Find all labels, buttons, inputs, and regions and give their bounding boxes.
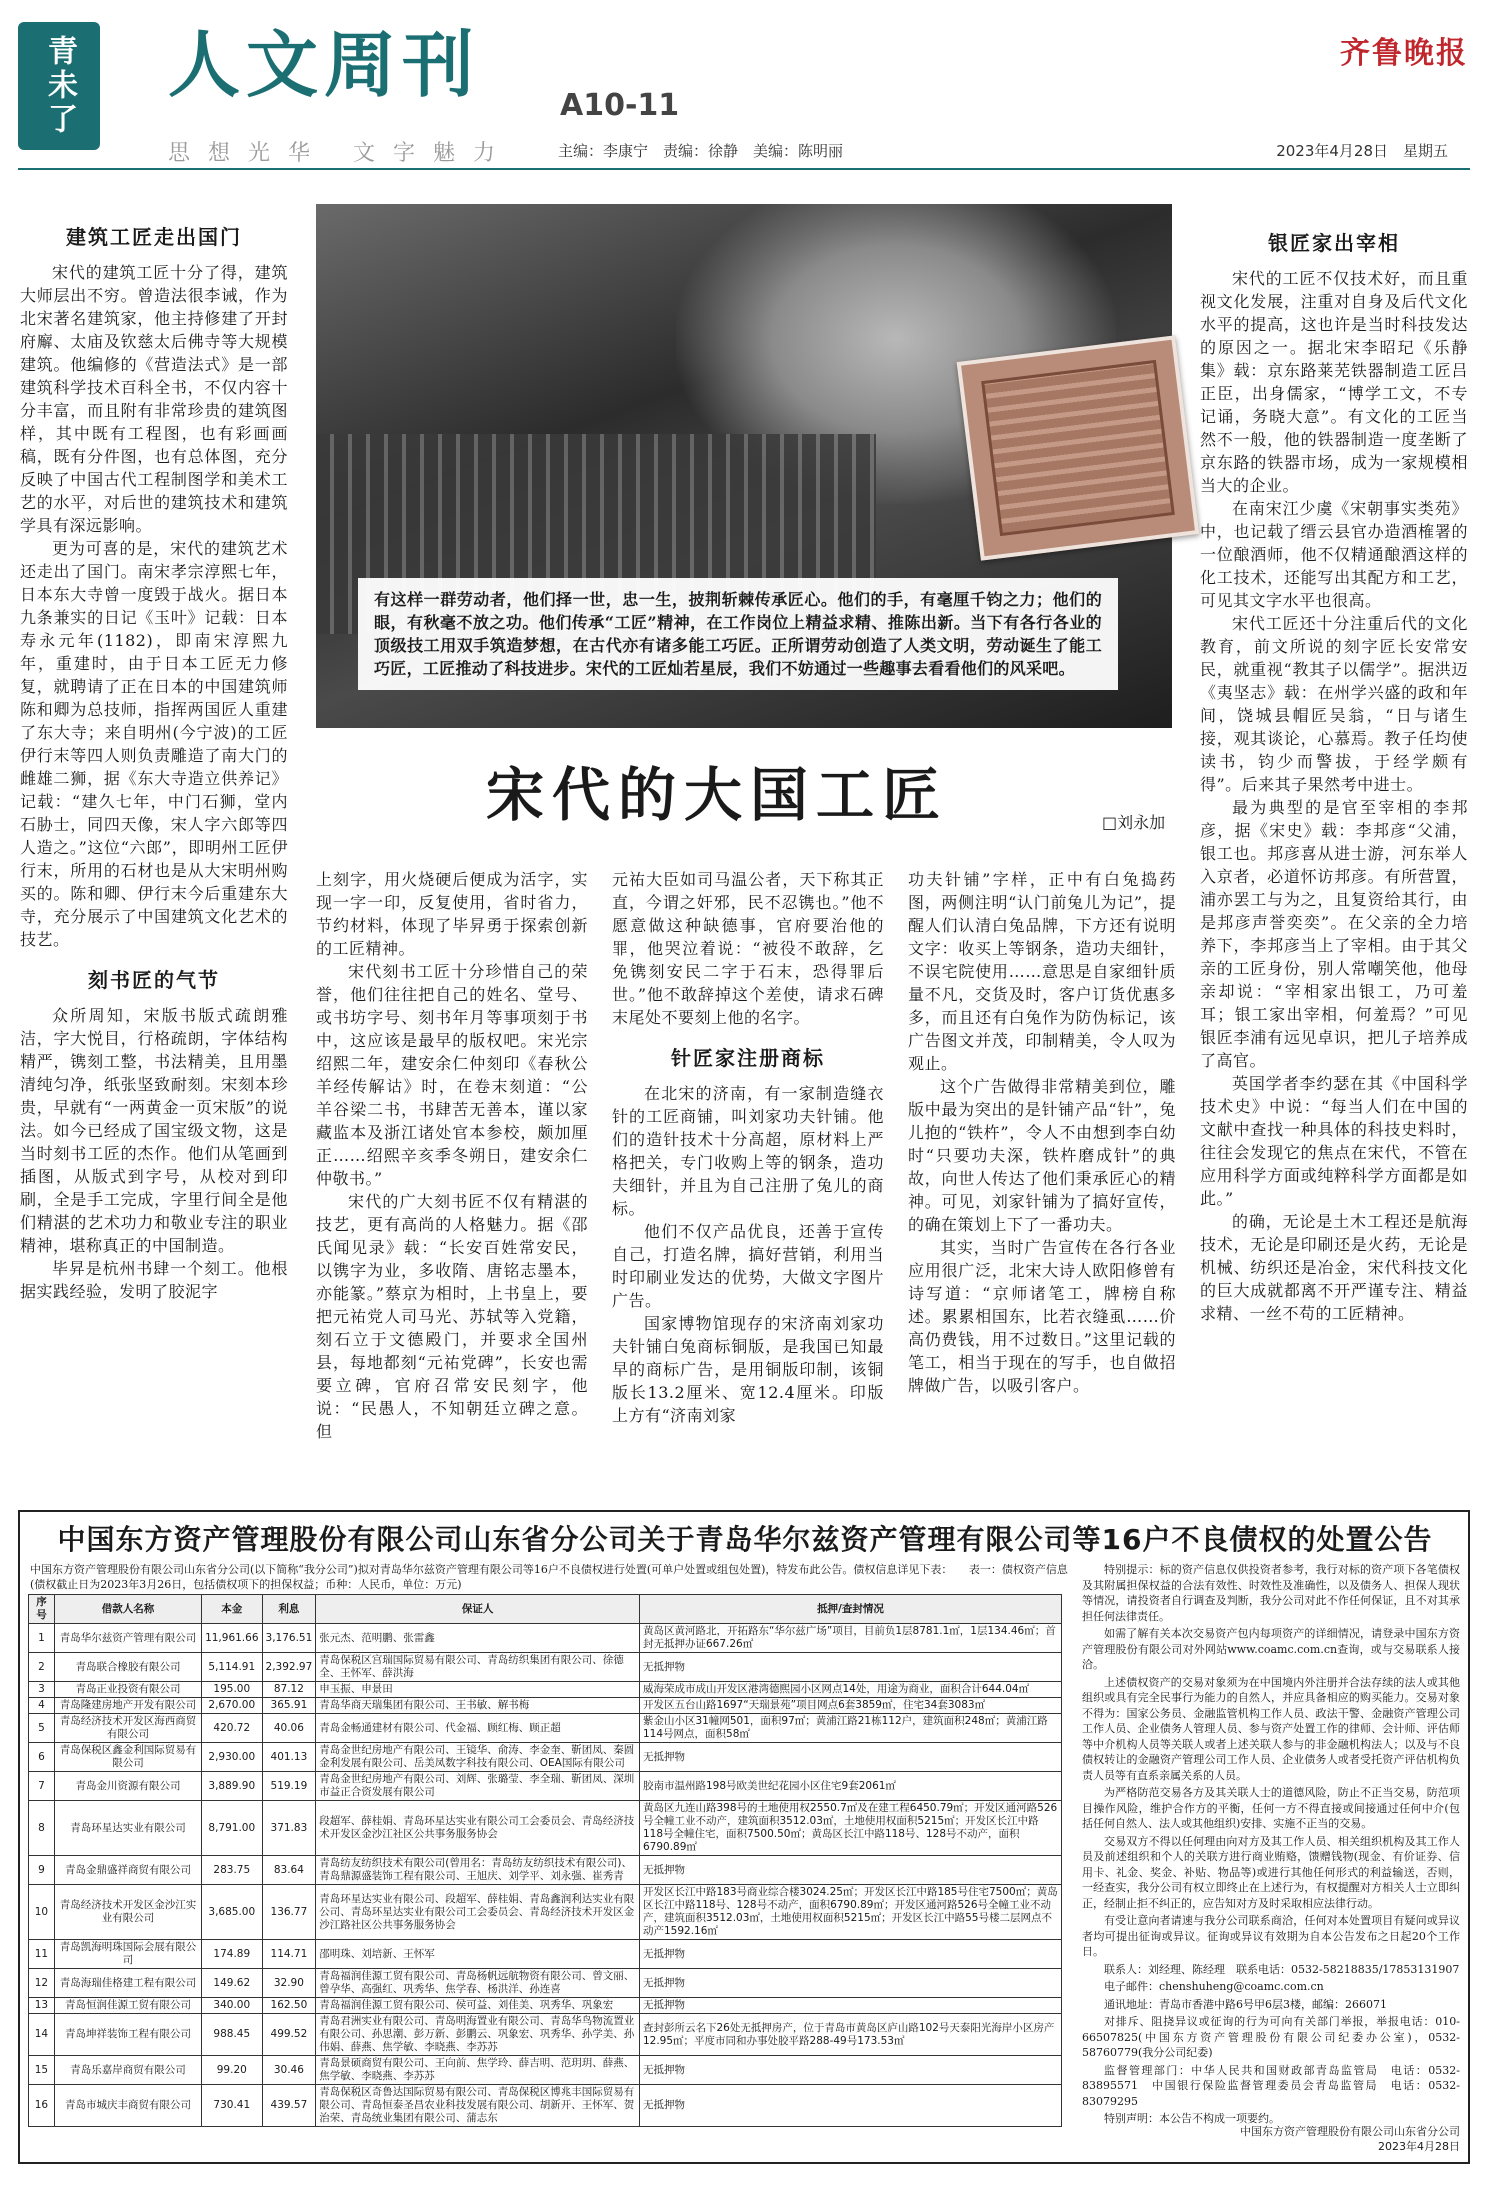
paragraph: 的确，无论是土木工程还是航海技术，无论是印刷还是火药，无论是机械、纺织还是冶金，宋代科技文化的巨大成就都离不开严谨专注、精益求精、一丝不苟的工匠精神。 bbox=[1200, 1212, 1468, 1323]
table-cell: 开发区长江中路183号商业综合楼3024.25㎡；开发区长江中路185号住宅7500㎡；黄岛区长江中路118号、128号不动产，面积6790.89㎡；开发区通河路526号全幢工业不动产，建筑面积3512.03㎡，土地使用权面积5215㎡；开发区长江中路55号楼二层网点不动产1592.16㎡ bbox=[639, 1885, 1061, 1940]
table-cell: 青岛金世纪房地产有限公司、王镜华、俞涛、李金奎、靳团凤、秦圆金利发展有限公司、岳美凤数字科技有限公司、OEA国际有限公司 bbox=[316, 1743, 640, 1772]
table-row bbox=[29, 1624, 1062, 1653]
notice-term-paragraph: 特别声明：本公告不构成一项要约。 bbox=[1104, 2112, 1280, 2125]
table-cell: 青岛保税区奇鲁达国际贸易有限公司、青岛保税区博兆丰国际贸易有限公司、青岛恒泰圣昌农业科技发展有限公司、胡新开、王怀军、贺治荣、青岛统业集团有限公司、蒲志东 bbox=[316, 2085, 640, 2127]
notice-term-paragraph: 交易双方不得以任何理由向对方及其工作人员、相关组织机构及其工作人员及前述组织和个人的关联方进行商业贿赂，馈赠钱物(现金、有价证券、信用卡、礼金、奖金、补贴、物品等)或进行其他任何形式的利益输送，否则，一经查实，我分公司有权立即终止在上述行为，有权提醒对方相关人士立即纠正，经制止拒不纠正的，应告知对方及时采取相应法律行动。 bbox=[1082, 1834, 1460, 1910]
table-cell: 11,961.66 bbox=[202, 1624, 262, 1653]
table-cell: 申玉振、申景田 bbox=[316, 1682, 640, 1698]
table-row bbox=[29, 1743, 1062, 1772]
table-cell: 149.62 bbox=[202, 1969, 262, 1998]
table-cell: 青岛保税区宫瑞国际贸易有限公司、青岛纺织集团有限公司、徐德全、王怀军、薛洪海 bbox=[316, 1653, 640, 1682]
notice-term-paragraph: 如需了解有关本次交易资产包内每项资产的详细情况，请登录中国东方资产管理股份有限公司对外网站www.coamc.com.cn查询，或与交易联系人接洽。 bbox=[1082, 1627, 1460, 1671]
dateline: 2023年4月28日 星期五 bbox=[1276, 142, 1448, 160]
table-cell: 87.12 bbox=[262, 1682, 316, 1698]
table-cell: 3,176.51 bbox=[262, 1624, 316, 1653]
table-cell: 青岛市城庆丰商贸有限公司 bbox=[54, 2085, 201, 2127]
table-cell: 5,114.91 bbox=[202, 1653, 262, 1682]
table-cell: 青岛经济技术开发区金沙江实业有限公司 bbox=[54, 1885, 201, 1940]
table-cell: 无抵押物 bbox=[639, 1969, 1061, 1998]
notice-term-paragraph: 对排斥、阻挠异议或征询的行为可向有关部门举报，举报电话：010-66507825(中国东方资产管理股份有限公司纪委办公室)，0532-58760779(我分公司纪委) bbox=[1082, 2015, 1460, 2059]
paragraph: 众所周知，宋版书版式疏朗雅洁，字大悦目，行格疏朗，字体结构精严，镌刻工整，书法精美，且用墨清纯匀净，纸张坚致耐刻。宋刻本珍贵，早就有“一两黄金一页宋版”的说法。如今已经成了国宝级文物，这是当时刻书工匠的杰作。他们从笔画到插图，从版式到字号，从校对到印刷，全是手工完成，字里行间全是他们精湛的艺术功力和敬业专注的职业精神，堪称真正的中国制造。 bbox=[20, 1006, 288, 1255]
editor-credits: 主编：李康宁 责编：徐静 美编：陈明丽 bbox=[558, 142, 844, 160]
notice-term-paragraph: 为严格防范交易各方及其关联人士的道德风险，防止不正当交易，防范项目操作风险，维护合作方的平衡，任何一方不得直接或间接通过任何中介(包括任何自然人、法人或其他组织)安排、实施不正当的交易。 bbox=[1082, 1786, 1460, 1830]
paragraph: 英国学者李约瑟在其《中国科学技术史》中说：“每当人们在中国的文献中查找一种具体的科技史料时，往往会发现它的焦点在宋代，不管在应用科学方面或纯粹科学方面都是如此。” bbox=[1200, 1074, 1468, 1208]
masthead-rule bbox=[18, 168, 1470, 170]
table-cell: 16 bbox=[29, 2085, 55, 2127]
paragraph: 最为典型的是官至宰相的李邦彦，据《宋史》载：李邦彦“父浦，银工也。邦彦喜从进士游，河东举人入京者，必道怀访邦彦。有所营置，浦亦罢工与为之，且复资给其行，由是邦彦声誉奕奕”。在父亲的全力培养下，李邦彦当上了宰相。由于其父亲的工匠身份，别人常嘲笑他，他母亲却说：“宰相家出银工，乃可羞耳；银工家出宰相，何羞焉？”可见银匠李浦有远见卓识，把儿子培养成了高官。 bbox=[1200, 798, 1468, 1070]
table-cell: 2 bbox=[29, 1653, 55, 1682]
paragraph: 国家博物馆现存的宋济南刘家功夫针铺白兔商标铜版，是我国已知最早的商标广告，是用铜版印制，该铜版长13.2厘米、宽12.4厘米。印版上方有“济南刘家 bbox=[612, 1314, 884, 1425]
table-cell: 8 bbox=[29, 1801, 55, 1856]
notice-term-paragraph: 上述债权资产的交易对象须为在中国境内外注册并合法存续的法人或其他组织或具有完全民事行为能力的自然人，并应具备相应的购买能力。交易对象不得为：国家公务员、金融监管机构工作人员、政法干警、金融资产管理公司工作人员、企业债务人管理人员、参与资产处置工作的律师、会计师、评估师等中介机构人员等关联人或者上述关联人参与的非金融机构法人；以及与不良债权转让的金融资产管理公司工作人员、企业债务人或者受托资产评估机构负责人员等有直系亲属关系的人员。 bbox=[1082, 1675, 1460, 1782]
table-cell: 3,685.00 bbox=[202, 1885, 262, 1940]
table-row bbox=[29, 1682, 1062, 1698]
article-column-3 bbox=[612, 868, 884, 1427]
article-author: □刘永加 bbox=[1102, 813, 1166, 832]
table-cell: 青岛金畅通建材有限公司、代金福、顾红梅、顾正超 bbox=[316, 1714, 640, 1743]
table-cell: 紫金山小区31幢网501，面积97㎡；黄浦江路21栋112户，建筑面积248㎡；黄浦江路114号网点，面积58㎡ bbox=[639, 1714, 1061, 1743]
table-row bbox=[29, 1772, 1062, 1801]
paragraph: 宋代的建筑工匠十分了得，建筑大师层出不穷。曾造法很李诫，作为北宋著名建筑家，他主持修建了开封府廨、太庙及钦慈太后佛寺等大规模建筑。他编修的《营造法式》是一部建筑科学技术百科全书，不仅内容十分丰富，而且附有非常珍贵的建筑图样，其中既有工程图，也有彩画画稿，既有分件图，也有总体图，充分反映了中国古代工程制图学和美术工艺的水平，对后世的建筑技术和建筑学具有深远影响。 bbox=[20, 263, 288, 535]
table-cell: 162.50 bbox=[262, 1998, 316, 2014]
table-cell: 无抵押物 bbox=[639, 1856, 1061, 1885]
table-cell: 499.52 bbox=[262, 2014, 316, 2056]
table-cell: 283.75 bbox=[202, 1856, 262, 1885]
table-cell: 30.46 bbox=[262, 2056, 316, 2085]
table-cell: 2,930.00 bbox=[202, 1743, 262, 1772]
table-cell: 青岛隆建房地产开发有限公司 bbox=[54, 1698, 201, 1714]
paragraph: 宋代刻书工匠十分珍惜自己的荣誉，他们往往把自己的姓名、堂号、或书坊字号、刻书年月等事项刻于书中，这应该是最早的版权吧。宋光宗绍熙二年，建安余仁仲刻印《春秋公羊经传解诂》时，在卷末刻道：“公羊谷梁二书，书肆苦无善本，谨以家藏监本及浙江诸处官本参校，颇加厘正……绍熙辛亥季冬朔日，建安余仁仲敬书。” bbox=[316, 962, 588, 1188]
table-cell: 519.19 bbox=[262, 1772, 316, 1801]
slogan: 思想光华 文字魅力 bbox=[168, 141, 513, 166]
article-title: 宋代的大国工匠 bbox=[486, 761, 949, 829]
paragraph: 宋代工匠还十分注重后代的文化教育，前文所说的刻字匠长安常安民，就重视“教其子以儒学”。据洪迈《夷坚志》载：在州学兴盛的政和年间，饶城县帽匠吴翁，“日与诸生接，观其谈论，心慕焉。教子任均使读书，钧少而警拔，于经学颇有得”。后来其子果然考中进士。 bbox=[1200, 614, 1468, 794]
table-cell: 青岛海瑞佳格建工程有限公司 bbox=[54, 1969, 201, 1998]
page-code: A10-11 bbox=[560, 88, 680, 123]
table-cell: 无抵押物 bbox=[639, 1940, 1061, 1969]
table-cell: 青岛金鼎盛祥商贸有限公司 bbox=[54, 1856, 201, 1885]
table-row bbox=[29, 1885, 1062, 1940]
newspaper-name: 齐鲁晚报 bbox=[1340, 36, 1468, 71]
notice-term-paragraph: 联系人：刘经理、陈经理 联系电话：0532-58218835/17853131907 bbox=[1104, 1962, 1460, 1976]
table-cell: 青岛恒润佳源工贸有限公司 bbox=[54, 1998, 201, 2014]
paragraph: 上刻字，用火烧硬后便成为活字，实现一字一印，反复使用，省时省力，节约材料，体现了毕昇勇于探索创新的工匠精神。 bbox=[316, 870, 588, 958]
paragraph: 这个广告做得非常精美到位，雕版中最为突出的是针铺产品“针”，兔儿抱的“铁杵”，令人不由想到李白幼时“只要功夫深，铁杵磨成针”的典故，向世人传达了他们秉承匠心的精神。可见，刘家针铺为了搞好宣传，的确在策划上下了一番功夫。 bbox=[908, 1077, 1176, 1234]
table-cell: 青岛保税区鑫金利国际贸易有限公司 bbox=[54, 1743, 201, 1772]
subheading-engravers: 刻书匠的气节 bbox=[88, 968, 220, 992]
notice-term-paragraph: 通讯地址：青岛市香港中路6号甲6层3楼，邮编：266071 bbox=[1104, 1997, 1387, 2011]
table-cell: 5 bbox=[29, 1714, 55, 1743]
table-cell: 1 bbox=[29, 1624, 55, 1653]
paragraph: 宋代的工匠不仅技术好，而且重视文化发展，注重对自身及后代文化水平的提高，这也许是当时科技发达的原因之一。据北宋李昭玘《乐静集》载：京东路莱芜铁器制造工匠吕正臣，出身儒家，“博学工文，不专记诵，务晓大意”。有文化的工匠当然不一般，他的铁器制造一度垄断了京东路的铁器市场，成为一家规模相当大的企业。 bbox=[1200, 269, 1468, 495]
table-cell: 青岛环星达实业有限公司、段超军、薛桂娟、青岛鑫润利达实业有限公司、青岛环星达实业有限公司工会委员会、青岛经济技术开发区金沙江路社区公共事务服务协会 bbox=[316, 1885, 640, 1940]
table-cell: 青岛凯海明珠国际会展有限公司 bbox=[54, 1940, 201, 1969]
photo-caption: 有这样一群劳动者，他们择一世，忠一生，披荆斩棘传承匠心。他们的手，有毫厘千钧之力；他们的眼，有秋毫不放之功。他们传承“工匠”精神，在工作岗位上精益求精、推陈出新。当下有各行各业的顶级技工用双手筑造梦想，在古代亦有诸多能工巧匠。正所谓劳动创造了人类文明，劳动诞生了能工巧匠，工匠推动了科技进步。宋代的工匠灿若星辰，我们不妨通过一些趣事去看看他们的风采吧。 bbox=[358, 578, 1118, 690]
table-row bbox=[29, 1714, 1062, 1743]
paragraph: 他们不仅产品优良，还善于宣传自己，打造名牌，搞好营销，利用当时印刷业发达的优势，大做文字图片广告。 bbox=[612, 1222, 884, 1310]
paragraph: 宋代的广大刻书匠不仅有精湛的技艺，更有高尚的人格魅力。据《邵氏闻见录》载：“长安百姓常安民，以镌字为业，多收隋、唐铭志墨本，亦能篆。”蔡京为相时，上书皇上，要把元祐党人司马光、苏轼等入党籍，刻石立于文德殿门，并要求全国州县，每地都刻“元祐党碑”，长安也需要立碑，官府召常安民刻字，他说：“民愚人，不知朝廷立碑之意。但 bbox=[316, 1192, 588, 1441]
table-cell: 6 bbox=[29, 1743, 55, 1772]
table-cell: 青岛金川资源有限公司 bbox=[54, 1772, 201, 1801]
table-column-header: 序号 bbox=[29, 1595, 55, 1624]
article-column-2 bbox=[316, 868, 588, 1443]
table-cell: 99.20 bbox=[202, 2056, 262, 2085]
notice-term-paragraph: 有受让意向者请速与我分公司联系商洽，任何对本处置项目有疑问或异议者均可提出征询或异议。征询或异议有效期为自本公告发布之日起20个工作日。 bbox=[1082, 1914, 1460, 1958]
table-cell: 查封彭所云名下26处无抵押房产，位于青岛市黄岛区庐山路102号天泰阳光海岸小区房产12.95㎡；平度市同和办事处胶平路288-49号173.53㎡ bbox=[639, 2014, 1061, 2056]
paragraph: 功夫针铺”字样，正中有白兔捣药图，两侧注明“认门前兔儿为记”，提醒人们认清白兔品牌，下方还有说明文字：收买上等钢条，造功夫细针，不误宅院使用……意思是自家细针质量不凡，交货及时，客户订货优惠多多，而且还有白兔作为防伪标记，该广告图文并茂，印制精美，令人叹为观止。 bbox=[908, 870, 1176, 1073]
table-cell: 32.90 bbox=[262, 1969, 316, 1998]
table-cell: 2,392.97 bbox=[262, 1653, 316, 1682]
table-cell: 9 bbox=[29, 1856, 55, 1885]
table-cell: 195.00 bbox=[202, 1682, 262, 1698]
rabbit-trademark-plate-image bbox=[957, 335, 1200, 560]
table-row bbox=[29, 1698, 1062, 1714]
table-column-header: 利息 bbox=[262, 1595, 316, 1624]
table-cell: 3 bbox=[29, 1682, 55, 1698]
table-cell: 401.13 bbox=[262, 1743, 316, 1772]
table-cell: 黄岛区九连山路398号的土地使用权2550.7㎡及在建工程6450.79㎡；开发区通河路526号全幢工业不动产，建筑面积3512.03㎡，土地使用权面积5215㎡；开发区长江中路118号全幢住宅，面积7500.50㎡；黄岛区长江中路118号、128号不动产，面积6790.89㎡ bbox=[639, 1801, 1061, 1856]
table-row bbox=[29, 1940, 1062, 1969]
table-cell: 无抵押物 bbox=[639, 1653, 1061, 1682]
table-cell: 张元杰、范明鹏、张雷鑫 bbox=[316, 1624, 640, 1653]
table-cell: 青岛福润佳源工贸有限公司、青岛杨帆远航物资有限公司、曾文丽、曾孕华、高强红、巩秀华、焦学春、杨洪洋、孙连喜 bbox=[316, 1969, 640, 1998]
notice-date: 2023年4月28日 bbox=[1378, 2140, 1460, 2153]
table-cell: 无抵押物 bbox=[639, 2056, 1061, 2085]
table-cell: 340.00 bbox=[202, 1998, 262, 2014]
table-cell: 2,670.00 bbox=[202, 1698, 262, 1714]
table-cell: 3,889.90 bbox=[202, 1772, 262, 1801]
section-title: 人文周刊 bbox=[168, 22, 481, 107]
table-cell: 段超军、薛桂娟、青岛环星达实业有限公司工会委员会、青岛经济技术开发区金沙江社区公共事务服务协会 bbox=[316, 1801, 640, 1856]
article-column-4 bbox=[908, 868, 1176, 1397]
paragraph: 元祐大臣如司马温公者，天下称其正直，今谓之奸邪，民不忍镌也。”他不愿意做这种缺德事，官府要治他的罪，他哭泣着说：“被役不敢辞，乞免镌刻安民二字于石末，恐得罪后世。”他不敢辞掉这个差使，请求石碑末尾处不要刻上他的名字。 bbox=[612, 870, 884, 1027]
article-column-1 bbox=[20, 226, 288, 1303]
table-cell: 青岛华尔兹资产管理有限公司 bbox=[54, 1624, 201, 1653]
table-cell: 439.57 bbox=[262, 2085, 316, 2127]
table-cell: 136.77 bbox=[262, 1885, 316, 1940]
table-cell: 174.89 bbox=[202, 1940, 262, 1969]
table-row bbox=[29, 1801, 1062, 1856]
table-cell: 14 bbox=[29, 2014, 55, 2056]
table-cell: 988.45 bbox=[202, 2014, 262, 2056]
table-cell: 365.91 bbox=[262, 1698, 316, 1714]
logo: 青未了 bbox=[18, 22, 100, 150]
table-cell: 420.72 bbox=[202, 1714, 262, 1743]
table-cell: 青岛景硕商贸有限公司、王向前、焦学玲、薛吉明、范玥玥、薛燕、焦学敏、李晓燕、李苏苏 bbox=[316, 2056, 640, 2085]
table-cell: 威海荣成市成山开发区港湾德熙园小区网点14处，用途为商业，面积合计644.04㎡ bbox=[639, 1682, 1061, 1698]
table-cell: 青岛君洲实业有限公司、青岛明海置业有限公司、青岛华鸟物流置业有限公司、孙思潮、彭万新、彭鹏云、巩象宏、巩秀华、孙学美、孙伟娟、薛燕、焦学敏、李晓燕、李苏苏 bbox=[316, 2014, 640, 2056]
paragraph: 毕昇是杭州书肆一个刻工。他根据实践经验，发明了胶泥字 bbox=[20, 1259, 288, 1301]
subheading-needle-makers: 针匠家注册商标 bbox=[671, 1046, 825, 1070]
table-cell: 青岛乐嘉岸商贸有限公司 bbox=[54, 2056, 201, 2085]
article-column-5 bbox=[1200, 232, 1468, 1325]
table-row bbox=[29, 2085, 1062, 2127]
subheading-silversmith: 银匠家出宰相 bbox=[1268, 231, 1400, 255]
table-cell: 83.64 bbox=[262, 1856, 316, 1885]
paragraph: 其实，当时广告宣传在各行各业应用很广泛，北宋大诗人欧阳修曾有诗写道：“京师诸笔工，牌榜自称述。累累相国东，比若衣缝虱……价高仍费钱，用不过数日。”这里记载的笔工，相当于现在的写手，也自做招牌做广告，以吸引客户。 bbox=[908, 1238, 1176, 1395]
notice-term-paragraph: 特别提示：标的资产信息仅供投资者参考，我行对标的资产项下各笔债权及其附属担保权益的合法有效性、时效性及准确性，以及债务人、担保人现状等情况，请投资者自行调查及判断，我分公司对此不作任何保证，且不对其承担任何法律责任。 bbox=[1082, 1563, 1460, 1623]
table-row bbox=[29, 2056, 1062, 2085]
table-cell: 114.71 bbox=[262, 1940, 316, 1969]
table-cell: 15 bbox=[29, 2056, 55, 2085]
table-row bbox=[29, 1969, 1062, 1998]
paragraph: 在北宋的济南，有一家制造缝衣针的工匠商铺，叫刘家功夫针铺。他们的造针技术十分高超，原材料上严格把关，专门收购上等的钢条，造功夫细针，并且为自己注册了兔儿的商标。 bbox=[612, 1084, 884, 1218]
paragraph: 在南宋江少虞《宋朝事实类苑》中，也记载了缙云县官办造酒榷署的一位酿酒师，他不仅精通酿酒这样的化工技术，还能写出其配方和工艺，可见其文字水平也很高。 bbox=[1200, 499, 1468, 610]
table-cell: 无抵押物 bbox=[639, 1743, 1061, 1772]
subheading-architecture: 建筑工匠走出国门 bbox=[66, 225, 242, 249]
table-row bbox=[29, 1856, 1062, 1885]
table-cell: 青岛纺友纺织技术有限公司(曾用名：青岛纺友纺织技术有限公司)、青岛鼎源盛装饰工程有限公司、王旭庆、刘学平、刘永强、崔秀青 bbox=[316, 1856, 640, 1885]
table-cell: 无抵押物 bbox=[639, 2085, 1061, 2127]
table-cell: 开发区五台山路1697“天瑞景苑”项目网点6套3859㎡，住宅34套3083㎡ bbox=[639, 1698, 1061, 1714]
table-cell: 4 bbox=[29, 1698, 55, 1714]
table-cell: 青岛经济技术开发区海西商贸有限公司 bbox=[54, 1714, 201, 1743]
table-cell: 青岛福润佳源工贸有限公司、侯可益、刘佳美、巩秀华、巩象宏 bbox=[316, 1998, 640, 2014]
table-cell: 青岛金世纪房地产有限公司、刘辉、张璐莹、李全瑞、靳团凤、深圳市益正合资发展有限公司 bbox=[316, 1772, 640, 1801]
table-cell: 胶南市温州路198号欧美世纪花园小区住宅9套2061㎡ bbox=[639, 1772, 1061, 1801]
table-cell: 12 bbox=[29, 1969, 55, 1998]
table-cell: 7 bbox=[29, 1772, 55, 1801]
notice-term-paragraph: 监督管理部门：中华人民共和国财政部青岛监管局 电话：0532-83895571 中国银行保险监督管理委员会青岛监管局 电话：0532-83079295 bbox=[1082, 2063, 1460, 2108]
table-column-header: 本金 bbox=[202, 1595, 262, 1624]
table-cell: 40.06 bbox=[262, 1714, 316, 1743]
table-row bbox=[29, 2014, 1062, 2056]
table-column-header: 抵押/查封情况 bbox=[639, 1595, 1061, 1624]
table-cell: 青岛坤祥装饰工程有限公司 bbox=[54, 2014, 201, 2056]
table-cell: 青岛正业投资有限公司 bbox=[54, 1682, 201, 1698]
paragraph: 更为可喜的是，宋代的建筑艺术还走出了国门。南宋孝宗淳熙七年，日本东大寺曾一度毁于战火。据日本九条兼实的日记《玉叶》记载：日本寿永元年(1182)，即南宋淳熙九年，重建时，由于日本工匠无力修复，就聘请了正在日本的中国建筑师陈和卿为总技师，指挥两国匠人重建了东大寺；来自明州(今宁波)的工匠伊行末等四人则负责雕造了南大门的雌雄二狮，据《东大寺造立供养记》记载：“建久七年，中门石狮，堂内石胁士，同四天像，宋人字六郎等四人造之。”这位“六郎”，即明州工匠伊行末，所用的石材也是从大宋明州购买的。陈和卿、伊行末今后重建东大寺，充分展示了中国建筑文化艺术的技艺。 bbox=[20, 539, 288, 949]
notice-intro: 中国东方资产管理股份有限公司山东省分公司(以下简称“我分公司”)拟对青岛华尔兹资产管理有限公司等16户不良债权进行处置(可单户处置或组包处置)，特发布此公告。债权信息详见下表： 表一：债权资产信息(债权截止日为2023年3月26日，包括债权项下的担保权益；币种：人民币，单位：万元) bbox=[30, 1563, 1068, 1591]
table-row bbox=[29, 1998, 1062, 2014]
table-cell: 11 bbox=[29, 1940, 55, 1969]
table-cell: 青岛华商天瑞集团有限公司、王书敏、解书梅 bbox=[316, 1698, 640, 1714]
table-cell: 青岛联合橡胶有限公司 bbox=[54, 1653, 201, 1682]
notice-terms bbox=[1082, 1562, 1460, 2129]
table-header-row bbox=[29, 1595, 1062, 1624]
notice-title: 中国东方资产管理股份有限公司山东省分公司关于青岛华尔兹资产管理有限公司等16户不良债权的处置公告 bbox=[57, 1523, 1433, 1556]
table-cell: 730.41 bbox=[202, 2085, 262, 2127]
table-cell: 371.83 bbox=[262, 1801, 316, 1856]
table-cell: 13 bbox=[29, 1998, 55, 2014]
table-cell: 10 bbox=[29, 1885, 55, 1940]
table-row bbox=[29, 1653, 1062, 1682]
notice-term-paragraph: 电子邮件：chenshuheng@coamc.com.cn bbox=[1104, 1980, 1324, 1993]
notice-org: 中国东方资产管理股份有限公司山东省分公司 bbox=[1240, 2125, 1460, 2138]
notice-signature bbox=[1082, 2124, 1460, 2154]
table-cell: 邵明珠、刘培新、王怀军 bbox=[316, 1940, 640, 1969]
table-cell: 青岛环星达实业有限公司 bbox=[54, 1801, 201, 1856]
table-cell: 无抵押物 bbox=[639, 1998, 1061, 2014]
table-column-header: 保证人 bbox=[316, 1595, 640, 1624]
table-cell: 8,791.00 bbox=[202, 1801, 262, 1856]
table-cell: 黄岛区黄河路北，开拓路东“华尔兹广场”项目，目前负1层8781.1㎡，1层134.46㎡；首封无抵押办证667.26㎡ bbox=[639, 1624, 1061, 1653]
debt-asset-table bbox=[28, 1594, 1062, 2127]
table-column-header: 借款人名称 bbox=[54, 1595, 201, 1624]
